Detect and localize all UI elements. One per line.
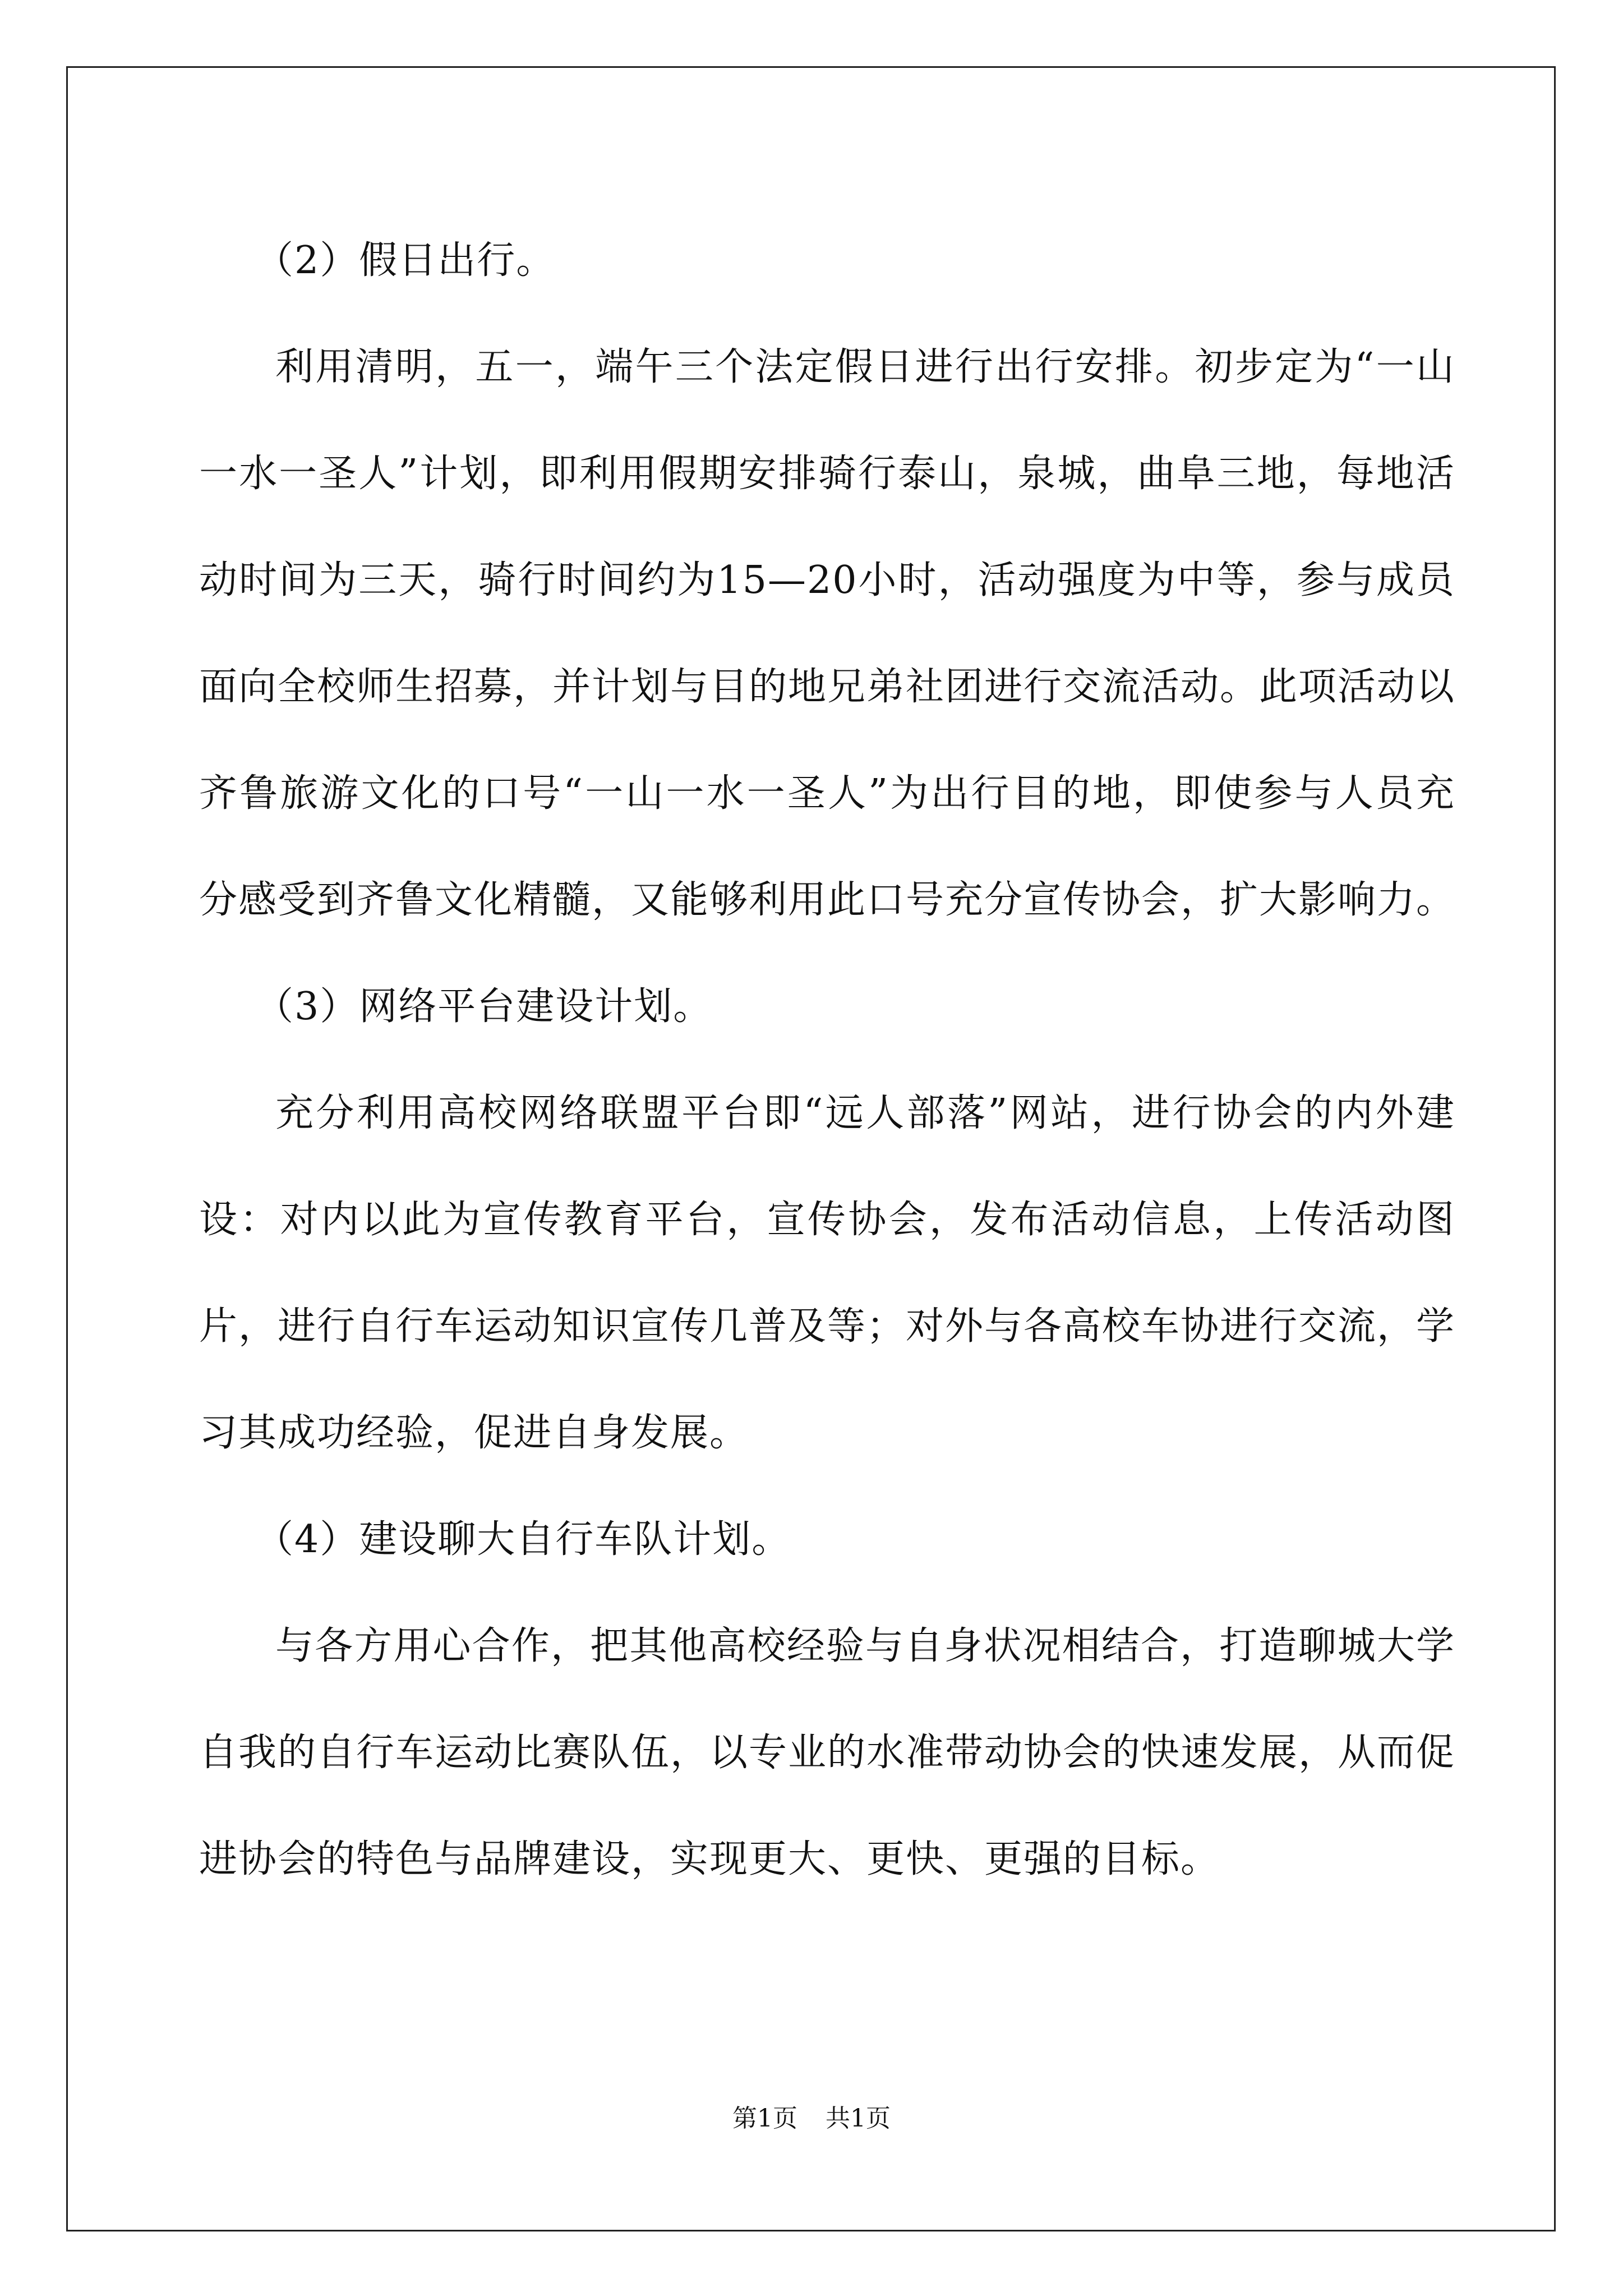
page-total: 共1页	[826, 2104, 891, 2133]
page-footer	[0, 2098, 1623, 2134]
document-body	[199, 208, 1455, 1913]
paragraph-holiday-travel: 利用清明，五一，端午三个法定假日进行出行安排。初步定为“一山一水一圣人”计划，即利用假期安排骑行泰山，泉城，曲阜三地，每地活动时间为三天，骑行时间约为15—20小时，活动强度为中等，参与成员面向全校师生招募，并计划与目的地兄弟社团进行交流活动。此项活动以齐鲁旅游文化的口号“一山一水一圣人”为出行目的地，即使参与人员充分感受到齐鲁文化精髓，又能够利用此口号充分宣传协会，扩大影响力。	[199, 345, 1456, 922]
page-number: 第1页	[732, 2104, 797, 2133]
section-heading-cycling-team: （4）建设聊大自行车队计划。	[255, 1517, 791, 1562]
section-heading-network-platform: （3）网络平台建设计划。	[255, 984, 713, 1029]
section-heading-holiday-travel: （2）假日出行。	[255, 238, 556, 283]
paragraph-network-platform: 充分利用高校网络联盟平台即“远人部落”网站，进行协会的内外建设：对内以此为宣传教育平台，宣传协会，发布活动信息，上传活动图片，进行自行车运动知识宣传几普及等；对外与各高校车协进行交流，学习其成功经验，促进自身发展。	[199, 1091, 1456, 1455]
paragraph-cycling-team: 与各方用心合作，把其他高校经验与自身状况相结合，打造聊城大学自我的自行车运动比赛队伍，以专业的水准带动协会的快速发展，从而促进协会的特色与品牌建设，实现更大、更快、更强的目标。	[199, 1624, 1456, 1881]
